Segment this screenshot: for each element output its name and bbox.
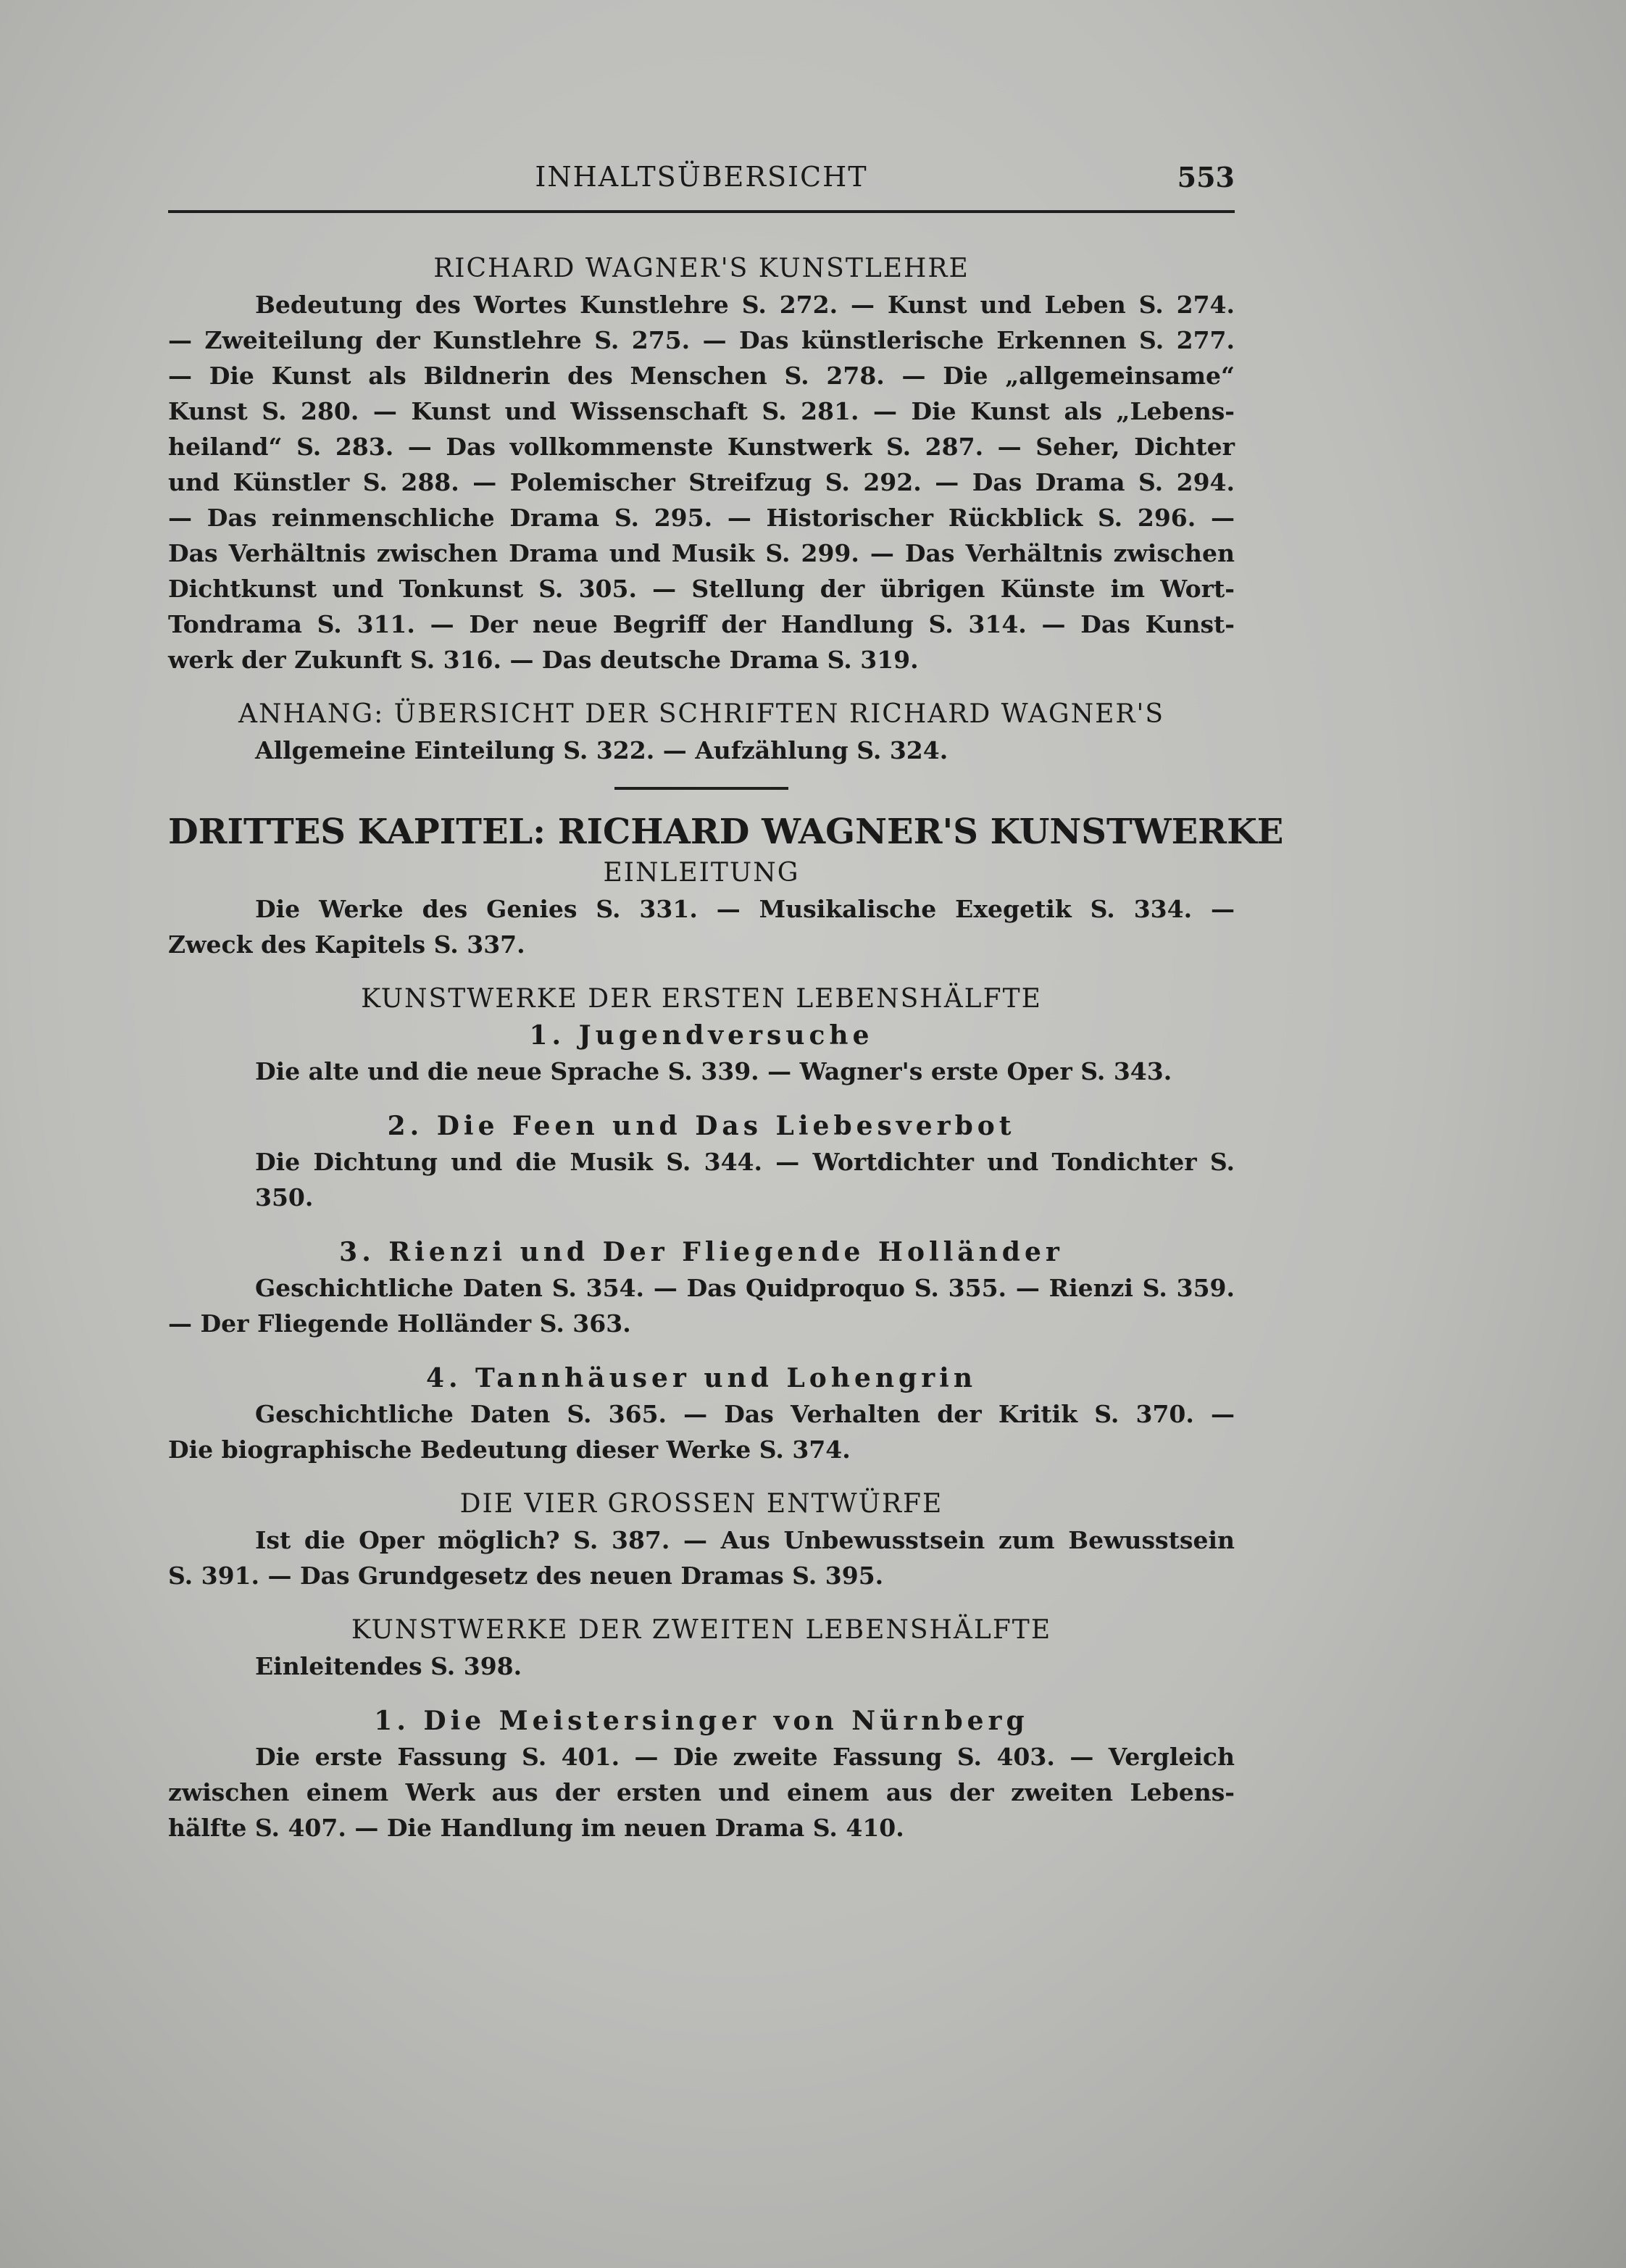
chapter-title: DRITTES KAPITEL: RICHARD WAGNER'S KUNSTWERKE [168,812,1284,852]
toc-line: Die Werke des Genies S. 331. — Musikalische Exegetik S. 334. — [255,895,1235,923]
section-heading-einleitung: EINLEITUNG [603,858,800,888]
toc-line: Die alte und die neue Sprache S. 339. — Wagner's erste Oper S. 343. [255,1057,1172,1085]
toc-line: Ist die Oper möglich? S. 387. — Aus Unbewusstsein zum Bewusstsein [255,1526,1235,1554]
section-heading-erste-lebenshaelfte: KUNSTWERKE DER ERSTEN LEBENSHÄLFTE [361,984,1042,1014]
toc-line: Geschichtliche Daten S. 354. — Das Quidproquo S. 355. — Rienzi S. 359. [255,1274,1235,1302]
toc-line: Das Verhältnis zwischen Drama und Musik S. 299. — Das Verhältnis zwischen [168,539,1235,567]
subsection-title: 2. Die Feen und Das Liebesverbot [387,1111,1016,1141]
section-heading-entwuerfe: DIE VIER GROSSEN ENTWÜRFE [459,1489,943,1519]
toc-line: — Die Kunst als Bildnerin des Menschen S. 278. — Die „allgemeinsame“ [168,362,1235,390]
toc-line: — Der Fliegende Holländer S. 363. [168,1309,631,1338]
book-page [168,152,1284,1846]
paragraph-feen-liebesverbot [168,1144,1235,1215]
toc-line: hälfte S. 407. — Die Handlung im neuen Drama S. 410. [168,1814,904,1842]
toc-line: Allgemeine Einteilung S. 322. — Aufzählung S. 324. [255,736,948,764]
toc-line: — Das reinmenschliche Drama S. 295. — Historischer Rückblick S. 296. — [168,504,1235,532]
subsection-title: 1. Die Meistersinger von Nürnberg [374,1706,1029,1736]
section-heading-zweite-lebenshaelfte: KUNSTWERKE DER ZWEITEN LEBENSHÄLFTE [351,1615,1052,1645]
toc-line: Kunst S. 280. — Kunst und Wissenschaft S. 281. — Die Kunst als „Lebens- [168,397,1235,425]
paragraph-kunstlehre [168,287,1235,678]
subsection-title: 4. Tannhäuser und Lohengrin [425,1363,977,1393]
toc-line: Einleitendes S. 398. [255,1652,522,1680]
toc-line: zwischen einem Werk aus der ersten und einem aus der zweiten Lebens- [168,1778,1235,1806]
toc-line: Die biographische Bedeutung dieser Werke S. 374. [168,1435,851,1464]
section-heading-anhang: ANHANG: ÜBERSICHT DER SCHRIFTEN RICHARD WAGNER'S [238,699,1165,729]
paragraph-einleitung [168,891,1235,962]
toc-line: Die Dichtung und die Musik S. 344. — Wortdichter und Tondichter S. 350. [255,1148,1235,1212]
toc-line: Dichtkunst und Tonkunst S. 305. — Stellung der übrigen Künste im Wort- [168,575,1235,603]
paragraph-tannhaeuser-lohengrin [168,1396,1235,1467]
toc-line: Geschichtliche Daten S. 365. — Das Verhalten der Kritik S. 370. — [255,1400,1235,1428]
toc-line: werk der Zukunft S. 316. — Das deutsche Drama S. 319. [168,646,919,674]
toc-line: Zweck des Kapitels S. 337. [168,930,525,959]
toc-line: — Zweiteilung der Kunstlehre S. 275. — Das künstlerische Erkennen S. 277. [168,326,1235,354]
toc-line: und Künstler S. 288. — Polemischer Streifzug S. 292. — Das Drama S. 294. [168,468,1235,496]
paragraph-zweite-intro [168,1648,1235,1684]
section-heading-kunstlehre: RICHARD WAGNER'S KUNSTLEHRE [433,254,970,283]
running-head [168,152,1235,213]
subsection-title: 3. Rienzi und Der Fliegende Holländer [339,1237,1064,1267]
toc-line: Bedeutung des Wortes Kunstlehre S. 272. — Kunst und Leben S. 274. [255,291,1235,319]
toc-line: Die erste Fassung S. 401. — Die zweite Fassung S. 403. — Vergleich [255,1743,1235,1771]
paragraph-entwuerfe [168,1522,1235,1593]
paragraph-anhang [168,733,1235,768]
toc-line: Tondrama S. 311. — Der neue Begriff der Handlung S. 314. — Das Kunst- [168,610,1235,638]
paragraph-rienzi-hollaender [168,1270,1235,1341]
paragraph-jugendversuche [168,1054,1235,1089]
running-head-title: INHALTSÜBERSICHT [535,161,868,193]
paragraph-meistersinger [168,1739,1235,1846]
page-number: 553 [1177,161,1235,193]
toc-line: S. 391. — Das Grundgesetz des neuen Dramas S. 395. [168,1562,884,1590]
subsection-title: 1. Jugendversuche [529,1020,874,1051]
toc-line: heiland“ S. 283. — Das vollkommenste Kunstwerk S. 287. — Seher, Dichter [168,433,1235,461]
